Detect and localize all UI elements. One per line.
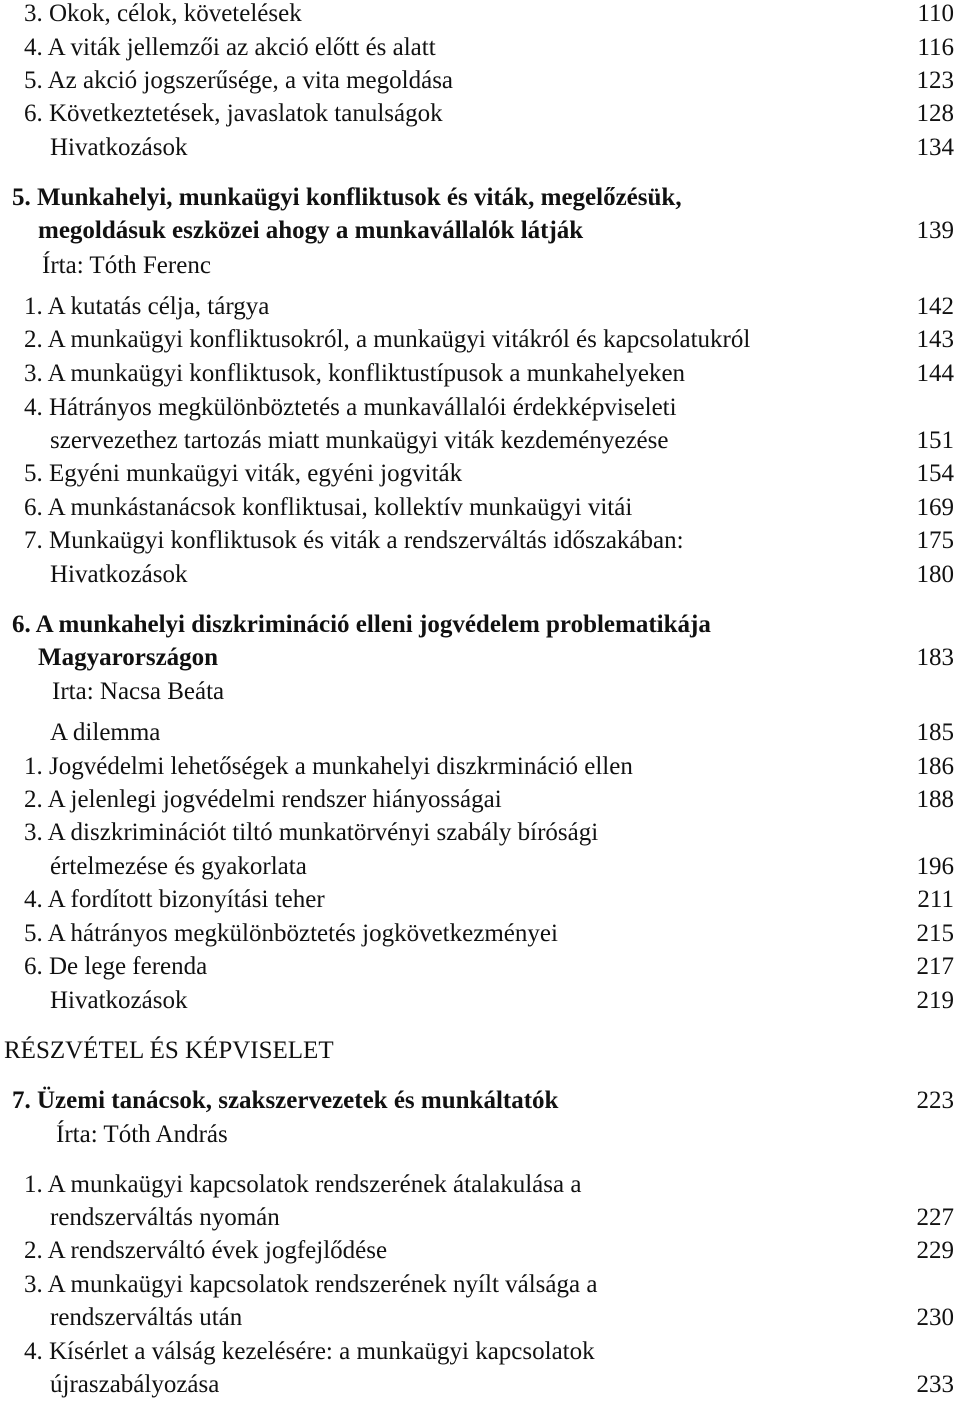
page-number: 186 (916, 753, 954, 780)
page-number: 185 (916, 719, 954, 746)
chapter-title: Magyarországon (38, 644, 219, 671)
toc-entry: 1. A munkaügyi kapcsolatok rendszerének átalakulása a (24, 1171, 582, 1198)
page-number: 123 (916, 67, 954, 94)
page-number: 128 (916, 100, 954, 127)
chapter-title: 6. A munkahelyi diszkrimináció elleni jogvédelem problematikája (12, 611, 711, 638)
toc-entry: újraszabályozása (50, 1371, 220, 1398)
page-number: 215 (916, 920, 954, 947)
toc-entry: 2. A jelenlegi jogvédelmi rendszer hiányosságai (24, 786, 502, 813)
toc-entry: 5. A hátrányos megkülönböztetés jogkövetkezményei (24, 920, 558, 947)
toc-entry: értelmezése és gyakorlata (50, 853, 307, 880)
page-number: 139 (916, 217, 954, 244)
toc-entry: 6. Következtetések, javaslatok tanulságok (24, 100, 443, 127)
toc-entry: A dilemma (50, 719, 161, 746)
toc-entry: rendszerváltás nyomán (50, 1204, 280, 1231)
page-number: 211 (917, 886, 954, 913)
toc-entry: 7. Munkaügyi konfliktusok és viták a rendszerváltás időszakában: (24, 527, 684, 554)
page-number: 144 (916, 360, 954, 387)
toc-entry: 3. A munkaügyi konfliktusok, konfliktustípusok a munkahelyeken (24, 360, 686, 387)
toc-entry: 5. Egyéni munkaügyi viták, egyéni jogviták (24, 460, 463, 487)
chapter-author: Írta: Tóth Ferenc (42, 252, 211, 279)
toc-entry: 5. Az akció jogszerűsége, a vita megoldása (24, 67, 454, 94)
page-number: 142 (916, 293, 954, 320)
toc-entry: Hivatkozások (50, 987, 188, 1014)
chapter-author: Írta: Tóth András (56, 1121, 228, 1148)
page-number: 233 (916, 1371, 954, 1398)
toc-entry: 4. Kísérlet a válság kezelésére: a munkaügyi kapcsolatok (24, 1338, 595, 1365)
page-number: 110 (917, 0, 954, 27)
page-number: 217 (916, 953, 954, 980)
toc-entry: 1. A kutatás célja, tárgya (24, 293, 270, 320)
chapter-title: 7. Üzemi tanácsok, szakszervezetek és munkáltatók (12, 1087, 559, 1114)
page-number: 227 (916, 1204, 954, 1231)
page-number: 196 (916, 853, 954, 880)
toc-entry: szervezethez tartozás miatt munkaügyi viták kezdeményezése (50, 427, 669, 454)
page-number: 183 (916, 644, 954, 671)
page-number: 223 (916, 1087, 954, 1114)
toc-entry: 3. A munkaügyi kapcsolatok rendszerének nyílt válsága a (24, 1271, 598, 1298)
toc-entry: 6. A munkástanácsok konfliktusai, kollektív munkaügyi vitái (24, 494, 633, 521)
toc-entry: 2. A rendszerváltó évek jogfejlődése (24, 1237, 388, 1264)
toc-entry: Hivatkozások (50, 561, 188, 588)
toc-entry: 4. Hátrányos megkülönböztetés a munkavállalói érdekképviseleti (24, 394, 677, 421)
toc-entry: 2. A munkaügyi konfliktusokról, a munkaügyi vitákról és kapcsolatukról (24, 326, 751, 353)
page-number: 154 (916, 460, 954, 487)
toc-entry: 6. De lege ferenda (24, 953, 208, 980)
page-number: 169 (916, 494, 954, 521)
toc-entry: Hivatkozások (50, 134, 188, 161)
toc-entry: 4. A viták jellemzői az akció előtt és alatt (24, 34, 436, 61)
page-number: 230 (916, 1304, 954, 1331)
toc-entry: 3. A diszkriminációt tiltó munkatörvényi szabály bírósági (24, 819, 599, 846)
page-number: 188 (916, 786, 954, 813)
page-number: 180 (916, 561, 954, 588)
toc-entry: 4. A fordított bizonyítási teher (24, 886, 325, 913)
page-number: 229 (916, 1237, 954, 1264)
toc-entry: 1. Jogvédelmi lehetőségek a munkahelyi diszkrmináció ellen (24, 753, 633, 780)
chapter-title: 5. Munkahelyi, munkaügyi konfliktusok és viták, megelőzésük, (12, 184, 682, 211)
page-number: 219 (916, 987, 954, 1014)
chapter-author: Irta: Nacsa Beáta (52, 678, 225, 705)
toc-entry: 3. Okok, célok, követelések (24, 0, 302, 27)
page-number: 175 (916, 527, 954, 554)
page-number: 134 (916, 134, 954, 161)
page-number: 116 (917, 34, 954, 61)
toc-entry: rendszerváltás után (50, 1304, 243, 1331)
page-number: 151 (916, 427, 954, 454)
part-heading: RÉSZVÉTEL ÉS KÉPVISELET (4, 1037, 334, 1064)
page-number: 143 (916, 326, 954, 353)
chapter-title: megoldásuk eszközei ahogy a munkavállalók látják (38, 217, 584, 244)
